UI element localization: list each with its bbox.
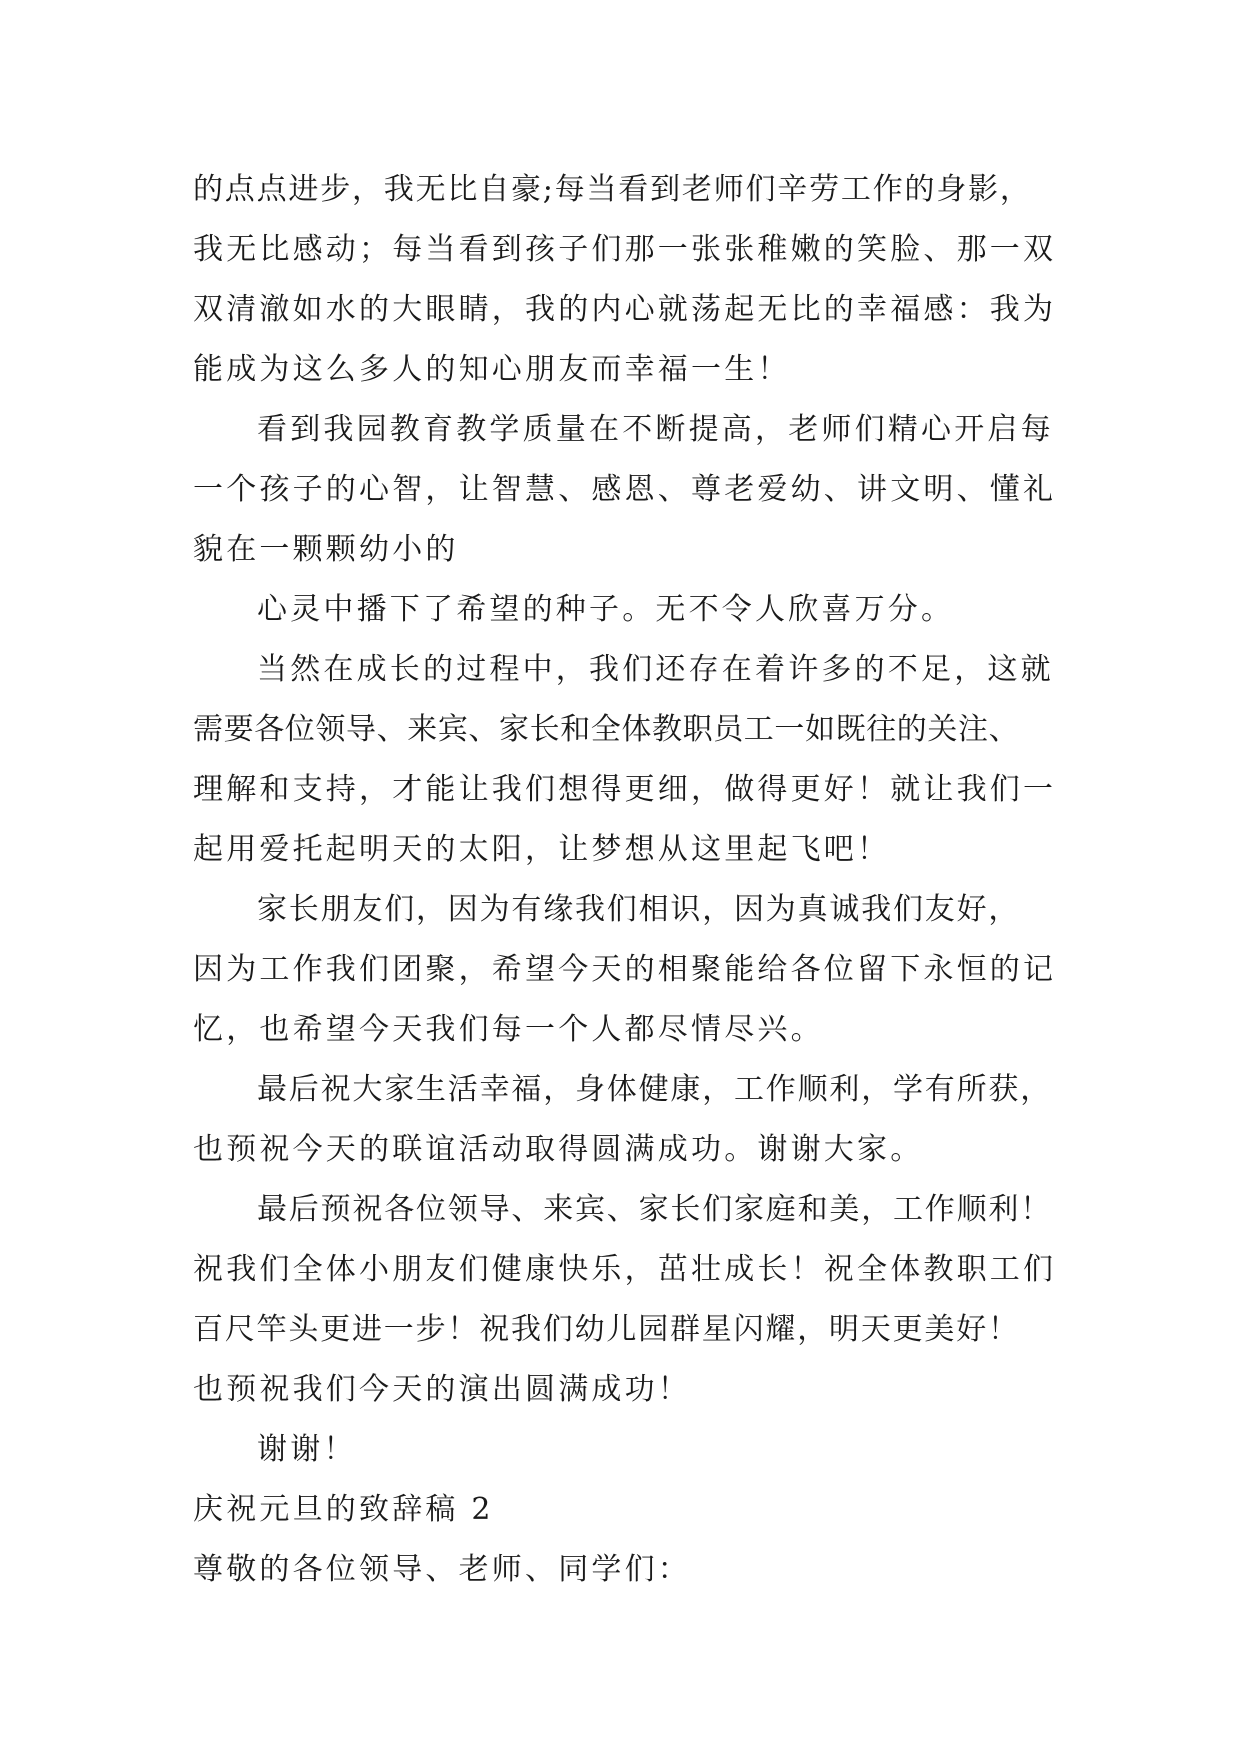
text-line: 的点点进步，我无比自豪;每当看到老师们辛劳工作的身影， bbox=[193, 172, 1032, 207]
paragraph-start-line: 最后预祝各位领导、来宾、家长们家庭和美，工作顺利！ bbox=[257, 1192, 1052, 1227]
section-heading: 庆祝元旦的致辞稿 2 bbox=[193, 1492, 494, 1527]
paragraph-start-line: 当然在成长的过程中，我们还存在着许多的不足，这就 bbox=[257, 652, 1054, 687]
paragraph-start-line: 谢谢！ bbox=[257, 1432, 357, 1467]
text-line: 理解和支持，才能让我们想得更细，做得更好！就让我们一 bbox=[193, 772, 1057, 807]
salutation-line: 尊敬的各位领导、老师、同学们： bbox=[193, 1552, 691, 1587]
text-line: 需要各位领导、来宾、家长和全体教职员工一如既往的关注、 bbox=[193, 712, 1020, 747]
text-line: 貌在一颗颗幼小的 bbox=[193, 532, 459, 567]
text-line: 起用爱托起明天的太阳，让梦想从这里起飞吧！ bbox=[193, 832, 891, 867]
text-line: 忆，也希望今天我们每一个人都尽情尽兴。 bbox=[193, 1012, 824, 1047]
text-line: 一个孩子的心智，让智慧、感恩、尊老爱幼、讲文明、懂礼 bbox=[193, 472, 1057, 507]
text-line: 也预祝我们今天的演出圆满成功！ bbox=[193, 1372, 691, 1407]
text-line: 因为工作我们团聚，希望今天的相聚能给各位留下永恒的记 bbox=[193, 952, 1057, 987]
paragraph-start-line: 最后祝大家生活幸福，身体健康，工作顺利，学有所获， bbox=[257, 1072, 1052, 1107]
text-line: 双清澈如水的大眼睛，我的内心就荡起无比的幸福感：我为 bbox=[193, 292, 1057, 327]
paragraph-start-line: 家长朋友们，因为有缘我们相识，因为真诚我们友好， bbox=[257, 892, 1021, 927]
document-body bbox=[193, 160, 1063, 1600]
text-line: 能成为这么多人的知心朋友而幸福一生！ bbox=[193, 352, 791, 387]
text-line: 祝我们全体小朋友们健康快乐，茁壮成长！祝全体教职工们 bbox=[193, 1252, 1057, 1287]
text-line: 百尺竿头更进一步！祝我们幼儿园群星闪耀，明天更美好！ bbox=[193, 1312, 1020, 1347]
paragraph-start-line: 看到我园教育教学质量在不断提高，老师们精心开启每 bbox=[257, 412, 1054, 447]
text-line: 我无比感动；每当看到孩子们那一张张稚嫩的笑脸、那一双 bbox=[193, 232, 1057, 267]
paragraph-start-line: 心灵中播下了希望的种子。无不令人欣喜万分。 bbox=[257, 592, 955, 627]
text-line: 也预祝今天的联谊活动取得圆满成功。谢谢大家。 bbox=[193, 1132, 924, 1167]
